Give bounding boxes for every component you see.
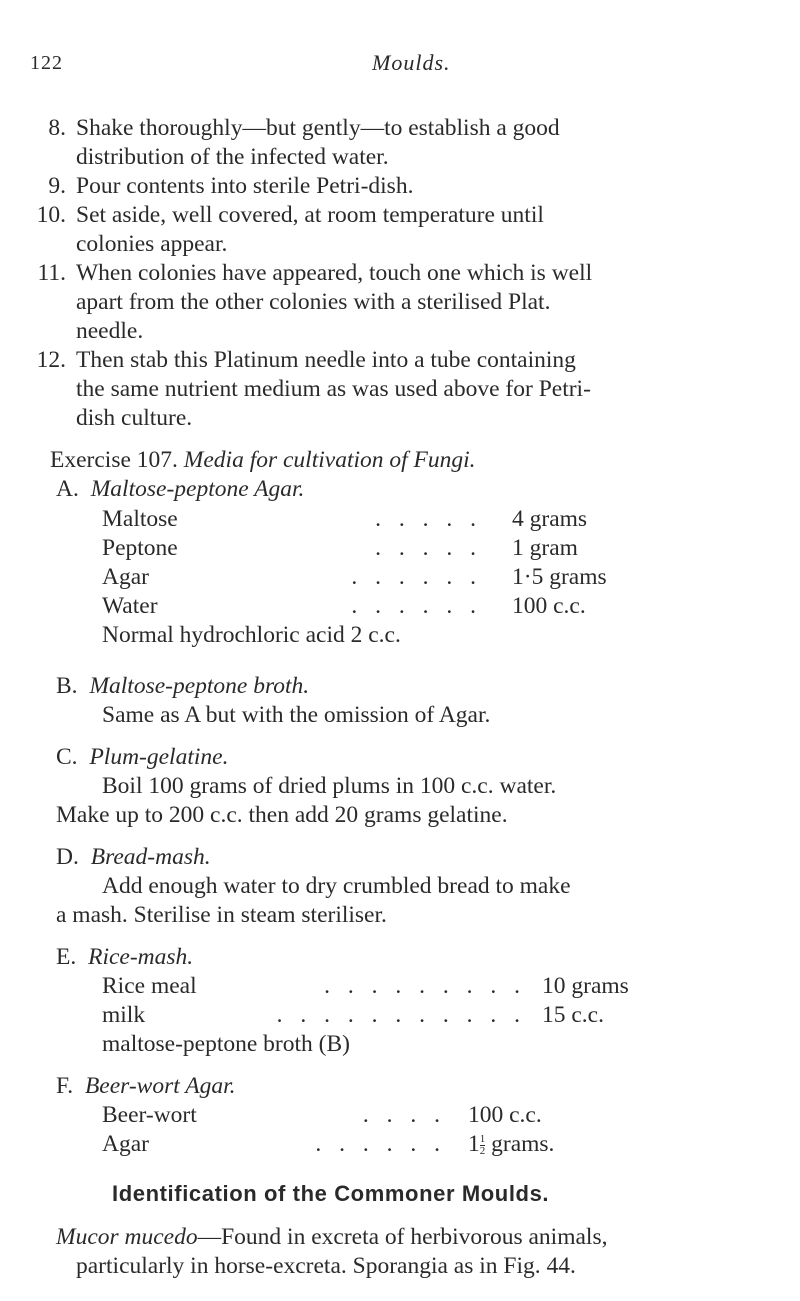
ingredient-amount: 100 c.c.: [468, 1102, 542, 1128]
media-d-title: Bread-mash.: [90, 844, 211, 870]
step-8-line-2: distribution of the infected water.: [76, 144, 389, 170]
ingredient-name: Peptone: [102, 535, 178, 561]
recipe-row: [102, 505, 642, 534]
media-e-title: Rice-mash.: [88, 944, 194, 970]
media-a-letter: A.: [56, 476, 79, 502]
media-a-heading: [56, 475, 304, 504]
media-e-note: maltose-peptone broth (B): [102, 1031, 350, 1057]
step-9-line-1: Pour contents into sterile Petri-dish.: [76, 173, 414, 199]
step-12-number: 12.: [36, 347, 66, 373]
ingredient-amount: 15 c.c.: [542, 1002, 604, 1028]
amount-whole: 1: [468, 1131, 480, 1157]
recipe-row: [102, 1101, 592, 1130]
media-c-title: Plum-gelatine.: [89, 744, 229, 770]
recipe-row: [102, 563, 642, 592]
step-11-line-1: When colonies have appeared, touch one which is well: [76, 260, 593, 286]
ingredient-name: milk: [102, 1002, 146, 1028]
media-e-heading: [56, 943, 193, 972]
media-a-note: Normal hydrochloric acid 2 c.c.: [102, 622, 401, 648]
leader-dots: . . . . .: [375, 535, 482, 561]
leader-dots: . . . . . .: [351, 593, 482, 619]
step-8-line-1: Shake thoroughly—but gently—to establish a good: [76, 115, 560, 141]
leader-dots: . . . . . .: [315, 1131, 446, 1157]
recipe-row: [102, 972, 662, 1001]
media-c-line-1: Boil 100 grams of dried plums in 100 c.c. water.: [102, 773, 557, 799]
recipe-row: [102, 1001, 662, 1030]
step-10-line-1: Set aside, well covered, at room temperature until: [76, 202, 544, 228]
ingredient-amount: 1·5 grams: [512, 564, 607, 590]
fraction-numerator: 1: [479, 1133, 486, 1146]
leader-dots: . . . . . . . . .: [324, 973, 526, 999]
ingredient-name: Water: [102, 593, 158, 619]
leader-dots: . . . . .: [375, 506, 482, 532]
running-title: Moulds.: [372, 50, 451, 75]
ingredient-name: Agar: [102, 564, 149, 590]
amount-fraction: [480, 1134, 486, 1157]
species-name: Mucor mucedo: [56, 1224, 198, 1250]
media-f-heading: [56, 1072, 236, 1101]
step-12-line-1: Then stab this Platinum needle into a tube containing: [76, 347, 576, 373]
media-d-heading: [56, 843, 211, 872]
media-b-letter: B.: [56, 673, 78, 699]
ingredient-amount: 1 gram: [512, 535, 578, 561]
ingredient-name: Rice meal: [102, 973, 197, 999]
leader-dots: . . . . . .: [351, 564, 482, 590]
step-10-number: 10.: [36, 202, 66, 228]
step-9-number: 9.: [48, 173, 66, 199]
recipe-row: [102, 534, 642, 563]
ingredient-name: Agar: [102, 1131, 149, 1157]
mucor-paragraph-line-1: [56, 1223, 607, 1252]
ingredient-amount: [468, 1130, 592, 1159]
media-d-letter: D.: [56, 844, 79, 870]
step-12-line-3: dish culture.: [76, 405, 193, 431]
media-f-letter: F.: [56, 1073, 74, 1099]
media-a-title: Maltose-peptone Agar.: [90, 476, 305, 502]
media-b-text: Same as A but with the omission of Agar.: [102, 702, 491, 728]
media-e-letter: E.: [56, 944, 77, 970]
exercise-title: Media for cultivation of Fungi.: [183, 447, 476, 473]
step-11-number: 11.: [37, 260, 66, 286]
exercise-label: Exercise 107.: [50, 447, 178, 473]
media-c-heading: [56, 743, 228, 772]
leader-dots: . . . .: [362, 1102, 446, 1128]
ingredient-amount: 4 grams: [512, 506, 588, 532]
mucor-paragraph-line-2: particularly in horse-excreta. Sporangia as in Fig. 44.: [76, 1253, 576, 1279]
section-heading: Identification of the Commoner Moulds.: [112, 1181, 550, 1206]
recipe-row: [102, 592, 642, 621]
media-d-line-2: a mash. Sterilise in steam steriliser.: [56, 902, 387, 928]
step-12-line-2: the same nutrient medium as was used above for Petri-: [76, 376, 591, 402]
step-11-line-3: needle.: [76, 318, 144, 344]
step-8-number: 8.: [48, 115, 66, 141]
media-b-title: Maltose-peptone broth.: [89, 673, 310, 699]
page-number: 122: [30, 52, 63, 74]
recipe-row: [102, 1130, 592, 1159]
media-c-letter: C.: [56, 744, 78, 770]
media-c-line-2: Make up to 200 c.c. then add 20 grams gelatine.: [56, 802, 508, 828]
media-f-title: Beer-wort Agar.: [84, 1073, 236, 1099]
leader-dots: . . . . . . . . . . .: [276, 1002, 526, 1028]
media-d-line-1: Add enough water to dry crumbled bread to make: [102, 873, 571, 899]
step-10-line-2: colonies appear.: [76, 231, 228, 257]
species-description: —Found in excreta of herbivorous animals,: [197, 1224, 608, 1250]
amount-unit: grams.: [491, 1131, 555, 1157]
media-b-heading: [56, 672, 309, 701]
ingredient-amount: 100 c.c.: [512, 593, 586, 619]
ingredient-name: Beer-wort: [102, 1102, 197, 1128]
ingredient-amount: 10 grams: [542, 973, 629, 999]
ingredient-name: Maltose: [102, 506, 178, 532]
exercise-heading: [50, 446, 476, 475]
step-11-line-2: apart from the other colonies with a sterilised Plat.: [76, 289, 551, 315]
fraction-denominator: 2: [479, 1145, 486, 1158]
